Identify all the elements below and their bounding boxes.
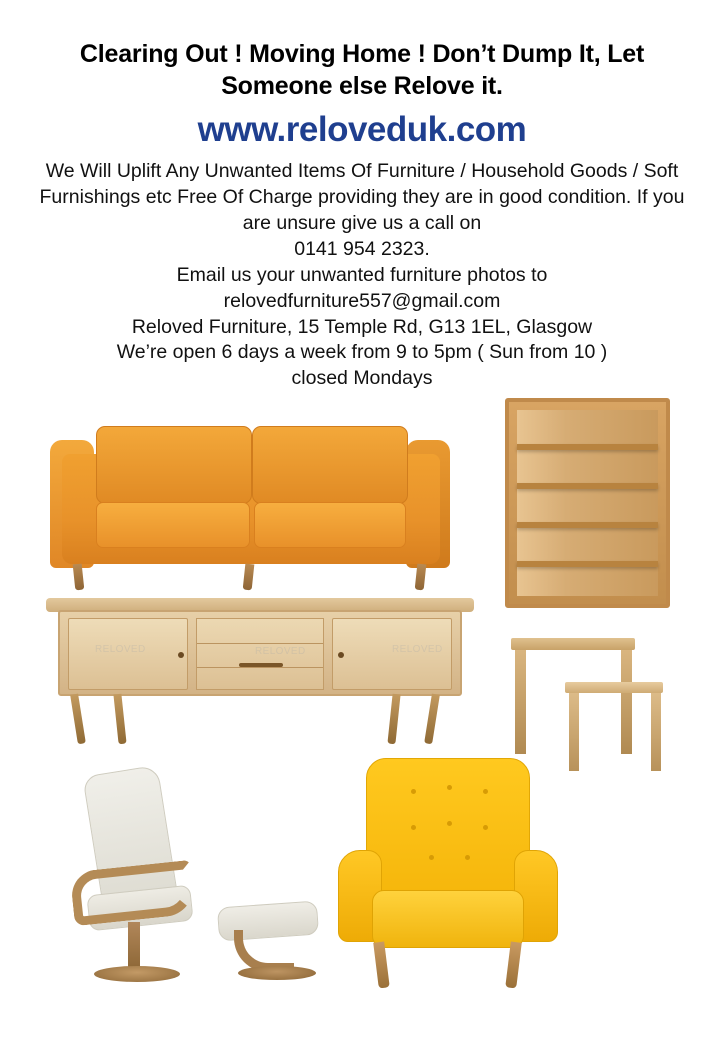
armchair-leg bbox=[373, 942, 390, 989]
email-address[interactable]: relovedfurniture557@gmail.com bbox=[223, 289, 501, 312]
table-top-large bbox=[511, 638, 635, 650]
bookcase-shelf bbox=[517, 522, 658, 528]
watermark-text: RELOVED bbox=[392, 644, 443, 656]
opening-hours-line-1: We’re open 6 days a week from 9 to 5pm ( Sun from 10 ) bbox=[116, 341, 608, 364]
drawer-divider bbox=[197, 643, 323, 644]
sideboard-door-right bbox=[332, 618, 452, 690]
shop-address: Reloved Furniture, 15 Temple Rd, G13 1EL, Glasgow bbox=[131, 315, 593, 338]
armchair-seat-cushion bbox=[372, 890, 524, 948]
drawer-divider bbox=[197, 667, 323, 668]
opening-hours-line-2: closed Mondays bbox=[291, 367, 433, 390]
sideboard-leg bbox=[424, 694, 440, 745]
yellow-armchair bbox=[332, 758, 564, 1008]
nest-of-tables bbox=[505, 638, 667, 778]
page-title: Clearing Out ! Moving Home ! Don’t Dump It, Let Someone else Relove it. bbox=[79, 40, 645, 100]
sideboard-door-left bbox=[68, 618, 188, 690]
watermark-text: RELOVED bbox=[255, 646, 306, 658]
table-leg bbox=[651, 693, 661, 771]
table-leg bbox=[515, 650, 526, 754]
bookcase-shelf bbox=[517, 561, 658, 567]
sideboard-leg bbox=[113, 694, 126, 745]
recliner-pedestal bbox=[128, 922, 140, 970]
sideboard-case bbox=[58, 610, 462, 696]
phone-number: 0141 954 2323. bbox=[294, 237, 430, 260]
body-copy bbox=[0, 159, 724, 392]
watermark-text: RELOVED bbox=[95, 644, 146, 656]
sideboard-leg bbox=[387, 694, 400, 745]
sofa-back-cushion-right bbox=[252, 426, 408, 504]
sofa-back-cushion-left bbox=[96, 426, 252, 504]
bookcase-interior bbox=[517, 410, 658, 596]
recliner-base bbox=[94, 966, 180, 982]
sofa-seat-cushion-left bbox=[96, 502, 250, 548]
table-leg bbox=[621, 650, 632, 754]
bookcase-shelf bbox=[517, 483, 658, 489]
uplift-description: We Will Uplift Any Unwanted Items Of Furniture / Household Goods / Soft Furnishings etc Free Of Charge providing they are in good condition. If you are unsure give us a call on bbox=[39, 160, 685, 234]
armchair-backrest bbox=[366, 758, 530, 892]
sofa-leg bbox=[415, 564, 427, 591]
website-link[interactable]: www.reloveduk.com bbox=[197, 110, 527, 149]
table-top-small bbox=[565, 682, 663, 693]
sofa-seat-cushion-right bbox=[254, 502, 406, 548]
furniture-gallery bbox=[0, 398, 724, 1043]
oak-sideboard bbox=[46, 598, 474, 748]
cream-recliner-with-footstool bbox=[42, 770, 312, 1000]
armchair-leg bbox=[505, 942, 522, 989]
drawer-handle bbox=[239, 663, 283, 667]
bookcase-shelf bbox=[517, 444, 658, 450]
sideboard-drawers bbox=[196, 618, 324, 690]
email-instruction: Email us your unwanted furniture photos to bbox=[176, 263, 548, 286]
pine-bookcase bbox=[505, 398, 670, 608]
orange-two-seater-sofa bbox=[44, 406, 456, 601]
table-leg bbox=[569, 693, 579, 771]
footstool-base bbox=[238, 966, 316, 980]
sofa-leg bbox=[243, 564, 255, 591]
sideboard-leg bbox=[70, 694, 86, 745]
